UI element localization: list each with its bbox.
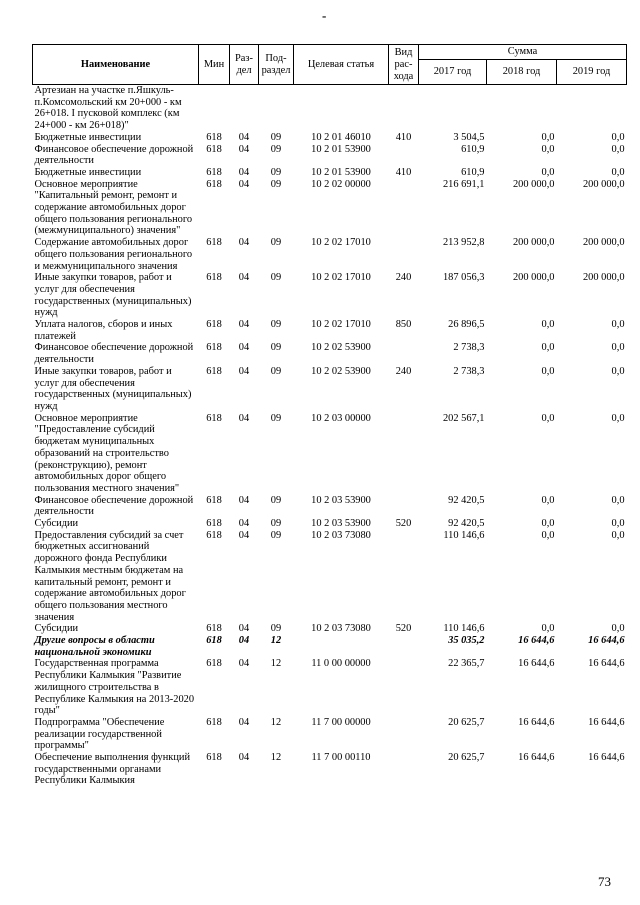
row-sum-2019: 0,0	[611, 623, 625, 635]
row-razdel: 04	[238, 365, 250, 377]
row-vid-rashoda: 520	[395, 623, 412, 635]
row-sum-2018: 0,0	[541, 342, 555, 354]
row-razdel: 04	[238, 716, 250, 728]
row-sum-2019: 0,0	[611, 494, 625, 506]
row-name: Бюджетные инвестиции	[34, 131, 142, 143]
row-sum-2018: 200 000,0	[512, 272, 555, 284]
row-sum-2018: 200 000,0	[512, 178, 555, 190]
row-podrazdel: 09	[270, 272, 282, 284]
row-name: Субсидии	[34, 518, 79, 530]
row-vid-rashoda	[389, 717, 419, 752]
row-sum-2018: 0,0	[541, 412, 555, 424]
row-podrazdel: 12	[270, 635, 282, 647]
table-row	[33, 366, 627, 413]
row-sum-2017: 202 567,1	[442, 412, 485, 424]
table-row	[33, 518, 627, 530]
table-row	[33, 495, 627, 518]
row-razdel: 04	[238, 131, 250, 143]
row-sum-2018: 16 644,6	[518, 635, 555, 647]
row-razdel: 04	[238, 166, 250, 178]
row-name: Уплата налогов, сборов и иных платежей	[34, 319, 173, 342]
table-row	[33, 717, 627, 752]
row-sum-2017: 20 625,7	[448, 752, 485, 764]
row-sum-2017: 216 691,1	[442, 178, 485, 190]
table-row	[33, 132, 627, 144]
row-sum-2017: 92 420,5	[448, 518, 485, 530]
row-razdel: 04	[238, 635, 250, 647]
row-celevaya-statya: 10 2 02 53900	[311, 342, 371, 354]
row-sum-2017: 22 365,7	[448, 658, 485, 670]
table-header	[33, 45, 627, 85]
row-podrazdel: 09	[270, 365, 282, 377]
row-name: Основное мероприятие "Предоставление субсидий бюджетам муниципальных образований на строительство (реконструкцию), ремонт автомобильных дорог общего пользования местного значения"	[34, 412, 180, 494]
row-podrazdel: 09	[270, 178, 282, 190]
row-min: 618	[206, 494, 222, 506]
table-row	[33, 272, 627, 319]
row-podrazdel: 09	[270, 143, 282, 155]
row-razdel: 04	[238, 658, 250, 670]
row-min: 618	[206, 131, 222, 143]
row-name: Содержание автомобильных дорог общего пользования регионального и межмуниципального значения	[34, 237, 193, 272]
row-sum-2019: 16 644,6	[588, 716, 625, 728]
row-podrazdel: 09	[270, 319, 282, 331]
row-sum-2019: 16 644,6	[588, 658, 625, 670]
row-vid-rashoda	[389, 495, 419, 518]
row-name: Финансовое обеспечение дорожной деятельности	[34, 143, 194, 167]
header-name: Наименование	[33, 45, 199, 85]
row-podrazdel: 09	[270, 237, 282, 249]
row-min: 618	[206, 143, 222, 155]
row-min: 618	[206, 518, 222, 530]
header-summa: Сумма	[419, 45, 627, 60]
header-2017: 2017 год	[419, 60, 487, 85]
row-celevaya-statya: 10 2 02 00000	[311, 178, 371, 190]
row-podrazdel	[259, 85, 294, 132]
row-celevaya-statya: 10 2 01 46010	[311, 131, 371, 143]
row-min: 618	[206, 658, 222, 670]
row-sum-2018: 0,0	[541, 623, 555, 635]
row-razdel: 04	[238, 412, 250, 424]
row-min: 618	[206, 237, 222, 249]
row-podrazdel: 09	[270, 518, 282, 530]
row-sum-2019: 0,0	[611, 518, 625, 530]
row-celevaya-statya: 10 2 03 73080	[311, 623, 371, 635]
row-celevaya-statya: 10 2 03 00000	[311, 412, 371, 424]
row-podrazdel: 12	[270, 716, 282, 728]
row-sum-2018: 0,0	[541, 166, 555, 178]
row-min: 618	[206, 166, 222, 178]
row-sum-2019: 0,0	[611, 412, 625, 424]
table-row	[33, 237, 627, 272]
table-row	[33, 752, 627, 787]
row-sum-2018: 16 644,6	[518, 752, 555, 764]
header-2019: 2019 год	[557, 60, 627, 85]
row-razdel: 04	[238, 178, 250, 190]
row-sum-2019: 0,0	[611, 365, 625, 377]
row-razdel: 04	[238, 623, 250, 635]
row-sum-2019: 0,0	[611, 166, 625, 178]
table-row	[33, 342, 627, 365]
row-sum-2018: 200 000,0	[512, 237, 555, 249]
row-vid-rashoda	[389, 413, 419, 495]
row-podrazdel: 09	[270, 529, 282, 541]
row-vid-rashoda	[389, 85, 419, 132]
row-vid-rashoda	[389, 144, 419, 167]
row-vid-rashoda	[389, 530, 419, 624]
row-sum-2019: 16 644,6	[588, 752, 625, 764]
row-celevaya-statya: 10 2 02 53900	[311, 365, 371, 377]
top-mark: -	[322, 8, 327, 23]
row-vid-rashoda: 240	[395, 365, 412, 377]
row-name: Иные закупки товаров, работ и услуг для обеспечения государственных (муниципальных) нужд	[34, 365, 192, 412]
row-vid-rashoda	[389, 342, 419, 365]
row-min: 618	[206, 623, 222, 635]
table-row	[33, 144, 627, 167]
row-vid-rashoda	[389, 752, 419, 787]
row-min: 618	[206, 529, 222, 541]
row-min: 618	[206, 412, 222, 424]
row-sum-2019: 0,0	[611, 143, 625, 155]
row-sum-2017: 92 420,5	[448, 494, 485, 506]
row-razdel: 04	[238, 529, 250, 541]
row-vid-rashoda: 410	[395, 131, 412, 143]
row-sum-2017: 2 738,3	[453, 365, 485, 377]
row-razdel: 04	[238, 494, 250, 506]
row-sum-2019: 200 000,0	[582, 237, 625, 249]
row-vid-rashoda: 520	[395, 518, 412, 530]
table-row	[33, 179, 627, 238]
row-sum-2019: 0,0	[611, 529, 625, 541]
row-min: 618	[206, 319, 222, 331]
table-row	[33, 623, 627, 635]
row-celevaya-statya	[294, 635, 389, 658]
row-name: Предоставления субсидий за счет бюджетных ассигнований дорожного фонда Республики Калмыкия местным бюджетам на капитальный ремонт, ремонт и содержание автомобильных дорог общего пользования местного значения	[34, 529, 186, 623]
row-sum-2019: 0,0	[611, 131, 625, 143]
page-number: 73	[598, 874, 611, 889]
row-sum-2019: 0,0	[611, 319, 625, 331]
row-min: 618	[206, 342, 222, 354]
row-vid-rashoda: 410	[395, 166, 412, 178]
row-sum-2019: 200 000,0	[582, 272, 625, 284]
row-sum-2019: 200 000,0	[582, 178, 625, 190]
row-podrazdel: 09	[270, 166, 282, 178]
header-celevaya-statya: Целевая статья	[294, 45, 389, 85]
row-sum-2017: 610,9	[461, 143, 485, 155]
row-sum-2018	[487, 85, 557, 132]
row-celevaya-statya: 10 2 01 53900	[311, 143, 371, 155]
row-sum-2019: 16 644,6	[588, 635, 625, 647]
row-sum-2017	[419, 85, 487, 132]
row-sum-2018: 0,0	[541, 529, 555, 541]
row-razdel	[230, 85, 259, 132]
row-min: 618	[206, 365, 222, 377]
row-razdel: 04	[238, 143, 250, 155]
row-sum-2017: 20 625,7	[448, 716, 485, 728]
row-razdel: 04	[238, 752, 250, 764]
row-celevaya-statya: 10 2 03 53900	[311, 494, 371, 506]
row-vid-rashoda: 850	[395, 319, 412, 331]
row-min	[199, 85, 230, 132]
row-celevaya-statya: 11 7 00 00000	[311, 716, 371, 728]
row-name: Финансовое обеспечение дорожной деятельности	[34, 494, 194, 518]
table-row	[33, 530, 627, 624]
row-celevaya-statya: 10 2 02 17010	[311, 272, 371, 284]
table-row	[33, 635, 627, 658]
row-sum-2017: 110 146,6	[443, 529, 485, 541]
row-sum-2018: 0,0	[541, 131, 555, 143]
row-podrazdel: 09	[270, 412, 282, 424]
row-podrazdel: 12	[270, 752, 282, 764]
row-name: Финансовое обеспечение дорожной деятельности	[34, 342, 194, 366]
header-vid-rashoda: Вид рас-хода	[389, 45, 419, 85]
row-celevaya-statya: 10 2 02 17010	[311, 319, 371, 331]
row-sum-2018: 16 644,6	[518, 716, 555, 728]
budget-table	[32, 44, 627, 787]
row-sum-2017: 213 952,8	[442, 237, 485, 249]
row-sum-2018: 0,0	[541, 518, 555, 530]
table-body	[33, 85, 627, 788]
row-sum-2017: 26 896,5	[448, 319, 485, 331]
row-name: Другие вопросы в области национальной экономики	[34, 635, 155, 658]
row-razdel: 04	[238, 272, 250, 284]
row-celevaya-statya	[294, 85, 389, 132]
row-podrazdel: 12	[270, 658, 282, 670]
row-name: Иные закупки товаров, работ и услуг для обеспечения государственных (муниципальных) нужд	[34, 272, 192, 319]
row-celevaya-statya: 10 2 03 53900	[311, 518, 371, 530]
table-row	[33, 85, 627, 132]
table-row	[33, 167, 627, 179]
row-min: 618	[206, 752, 222, 764]
row-name: Бюджетные инвестиции	[34, 166, 142, 178]
header-2018: 2018 год	[487, 60, 557, 85]
row-vid-rashoda	[389, 635, 419, 658]
table-row	[33, 413, 627, 495]
row-sum-2018: 0,0	[541, 365, 555, 377]
row-podrazdel: 09	[270, 623, 282, 635]
row-vid-rashoda	[389, 179, 419, 238]
row-celevaya-statya: 10 2 03 73080	[311, 529, 371, 541]
row-podrazdel: 09	[270, 131, 282, 143]
row-sum-2017: 3 504,5	[453, 131, 485, 143]
row-razdel: 04	[238, 342, 250, 354]
row-name: Обеспечение выполнения функций государственными органами Республики Калмыкия	[34, 752, 191, 787]
row-sum-2019: 0,0	[611, 342, 625, 354]
header-razdel: Раз-дел	[230, 45, 259, 85]
row-sum-2017: 610,9	[461, 166, 485, 178]
row-razdel: 04	[238, 319, 250, 331]
row-vid-rashoda: 240	[395, 272, 412, 284]
row-celevaya-statya: 11 0 00 00000	[311, 658, 371, 670]
row-vid-rashoda	[389, 237, 419, 272]
row-podrazdel: 09	[270, 342, 282, 354]
row-name: Субсидии	[34, 623, 79, 635]
header-podrazdel: Под-раздел	[259, 45, 294, 85]
row-name: Основное мероприятие "Капитальный ремонт, ремонт и содержание автомобильных дорог общего пользования регионального (межмуниципального) значения"	[34, 178, 193, 237]
row-podrazdel: 09	[270, 494, 282, 506]
row-celevaya-statya: 10 2 01 53900	[311, 166, 371, 178]
row-min: 618	[206, 178, 222, 190]
row-sum-2018: 0,0	[541, 143, 555, 155]
row-sum-2018: 0,0	[541, 319, 555, 331]
header-min: Мин	[199, 45, 230, 85]
row-sum-2017: 35 035,2	[448, 635, 485, 647]
row-celevaya-statya: 10 2 02 17010	[311, 237, 371, 249]
row-sum-2018: 16 644,6	[518, 658, 555, 670]
row-razdel: 04	[238, 518, 250, 530]
row-sum-2017: 187 056,3	[442, 272, 485, 284]
row-razdel: 04	[238, 237, 250, 249]
row-name: Подпрограмма "Обеспечение реализации государственной программы"	[34, 716, 165, 752]
row-sum-2019	[557, 85, 627, 132]
row-vid-rashoda	[389, 658, 419, 717]
row-celevaya-statya: 11 7 00 00110	[311, 752, 371, 764]
row-min: 618	[206, 635, 222, 647]
table-row	[33, 319, 627, 342]
row-name: Артезиан на участке п.Яшкуль-п.Комсомольский км 20+000 - км 26+018. I пусковой комплекс (км 24+000 - км 26+018)"	[34, 85, 182, 132]
table-row	[33, 658, 627, 717]
row-sum-2017: 110 146,6	[443, 623, 485, 635]
row-min: 618	[206, 272, 222, 284]
row-min: 618	[206, 716, 222, 728]
row-sum-2018: 0,0	[541, 494, 555, 506]
row-sum-2017: 2 738,3	[453, 342, 485, 354]
row-name: Государственная программа Республики Калмыкия "Развитие жилищного строительства в Республике Калмыкия на 2013-2020 годы"	[34, 658, 195, 717]
